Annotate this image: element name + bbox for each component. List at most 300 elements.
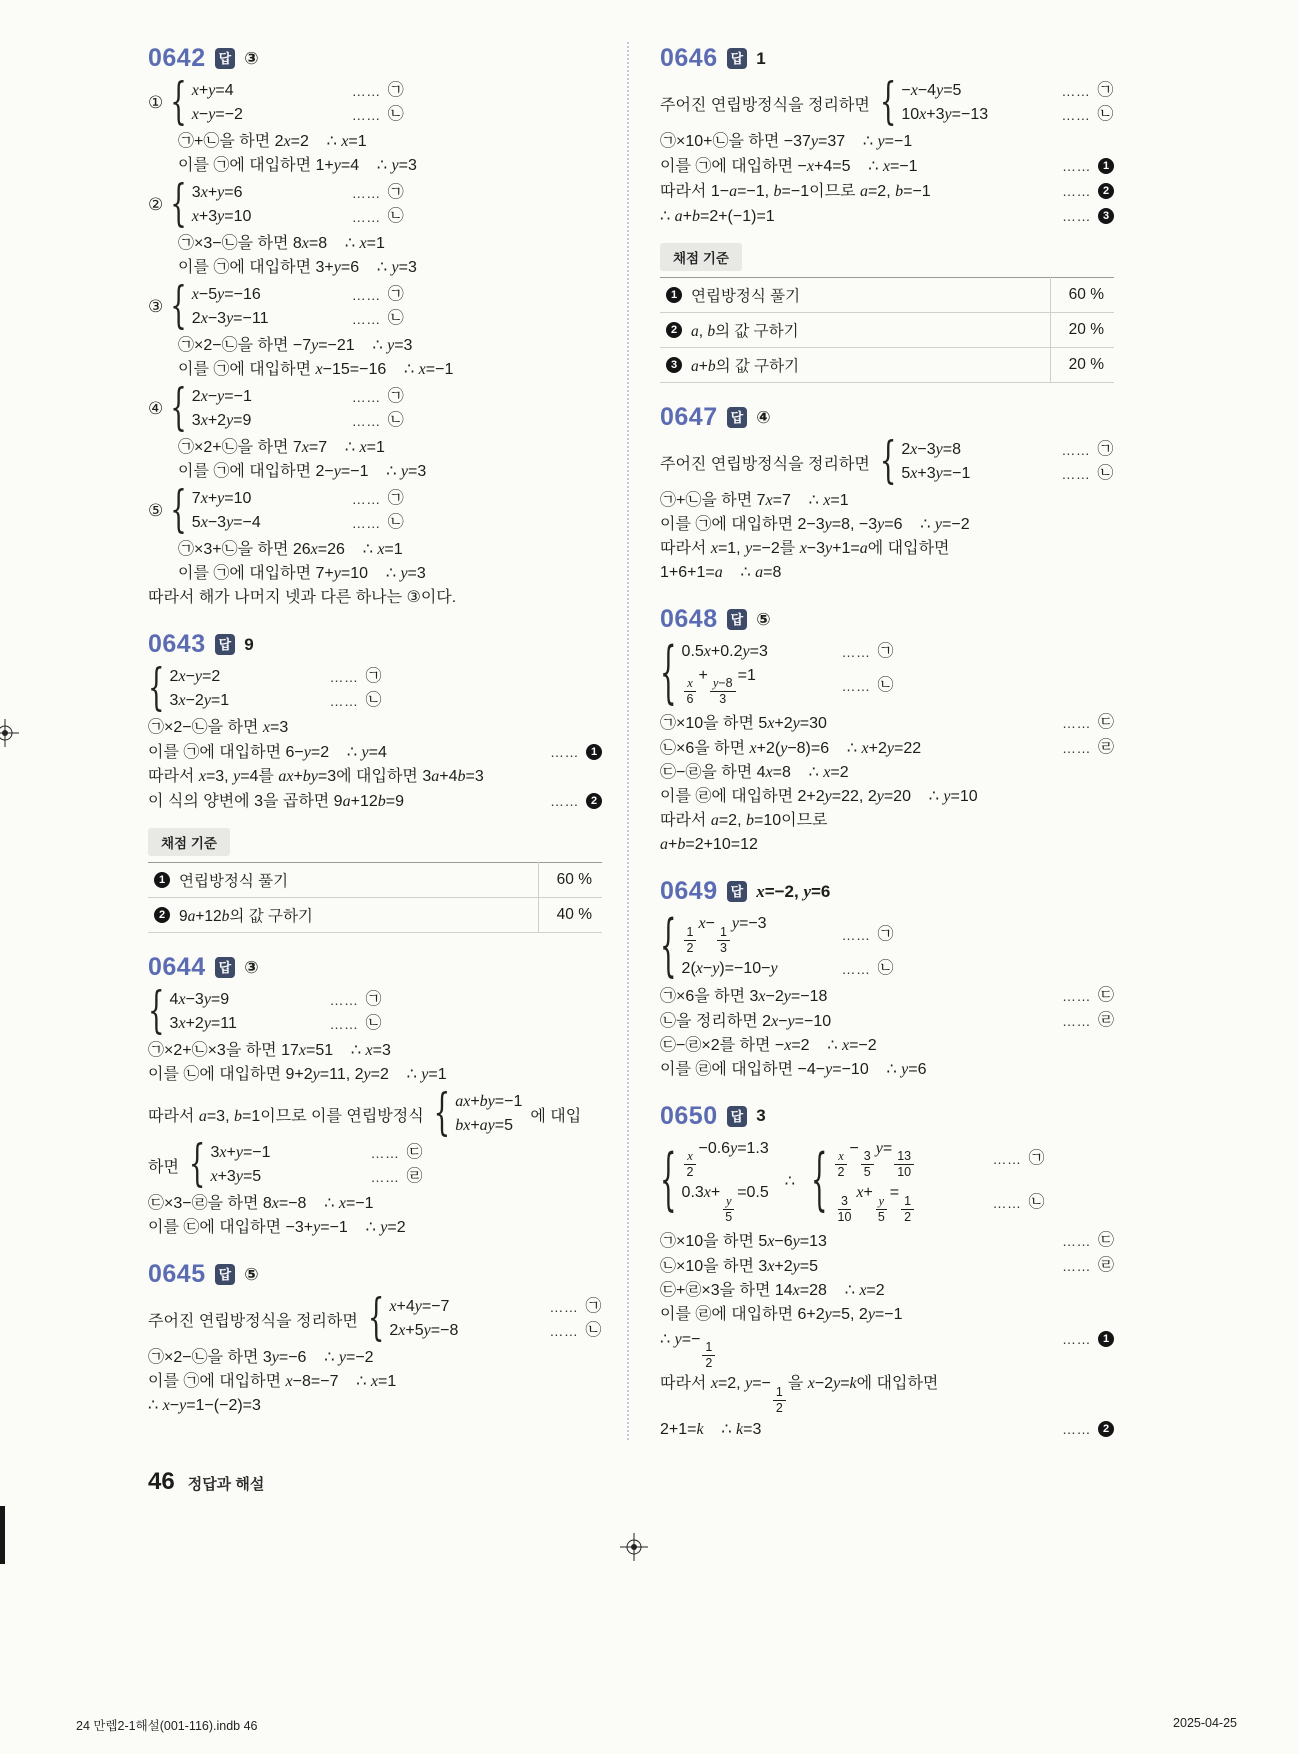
equation-tag: ㉣ bbox=[1097, 739, 1114, 757]
leader-dots: …… bbox=[1062, 1420, 1091, 1437]
leader-dots: …… bbox=[351, 491, 381, 507]
equation-system bbox=[148, 482, 602, 540]
line-marker bbox=[1052, 1009, 1114, 1033]
system-prefix: 하면 bbox=[148, 1158, 179, 1176]
leader-dots: …… bbox=[351, 83, 381, 99]
equation-system bbox=[148, 660, 602, 718]
answer-badge: 답 bbox=[215, 634, 236, 655]
brace-group bbox=[660, 1137, 769, 1226]
solution-text: 1+6+1=a ∴ a=8 bbox=[660, 564, 782, 581]
equation-column bbox=[682, 1137, 769, 1226]
solution-text: 이를 ㉣에 대입하면 2+2y=22, 2y=20 ∴ y=10 bbox=[660, 788, 978, 806]
equation-row bbox=[682, 957, 894, 981]
grading-desc-flex bbox=[666, 354, 799, 376]
leader-dots: …… bbox=[549, 1323, 579, 1339]
equation-system bbox=[660, 433, 1114, 491]
answer-value: 9 bbox=[244, 634, 254, 654]
equation-tag-wrap bbox=[352, 181, 404, 205]
line-marker bbox=[540, 789, 602, 813]
problem-number: 0644 bbox=[148, 953, 206, 981]
solution-line bbox=[660, 1229, 1114, 1254]
equation-tag-wrap bbox=[842, 640, 894, 664]
fraction bbox=[861, 1149, 874, 1180]
leader-dots: …… bbox=[351, 515, 381, 531]
grading-desc-text: 연립방정식 풀기 bbox=[691, 288, 801, 305]
solution-line bbox=[148, 716, 602, 740]
step-badge: 1 bbox=[666, 287, 682, 303]
leader-dots: …… bbox=[351, 287, 381, 303]
leader-dots: …… bbox=[1061, 442, 1091, 458]
equation-tag: ㉡ bbox=[1097, 465, 1114, 482]
answer-value: ⑤ bbox=[756, 609, 771, 629]
answer-badge: 답 bbox=[215, 1264, 236, 1285]
solution-text: ㉠×2+㉡을 하면 7x=7 ∴ x=1 bbox=[178, 439, 385, 456]
solution-text: ㉠×3+㉡을 하면 26x=26 ∴ x=1 bbox=[178, 541, 403, 558]
solution-line bbox=[148, 765, 602, 789]
equation-tag-wrap bbox=[352, 205, 404, 229]
line-marker bbox=[1052, 1229, 1114, 1253]
brace-group bbox=[367, 1290, 602, 1348]
equation-tag: ㉠ bbox=[387, 286, 404, 303]
equation-tag: ㉢ bbox=[1097, 714, 1114, 732]
solution-text: 따라서 x=2, y=− $\frac{1}{2}$ 을 x−2y=k에 대입하면 bbox=[660, 1375, 939, 1415]
leader-dots: …… bbox=[992, 1195, 1022, 1212]
problem-0649 bbox=[660, 879, 1114, 1081]
solution-text: ㉠+㉡을 하면 2x=2 ∴ x=1 bbox=[178, 133, 367, 150]
equation-row bbox=[833, 1181, 1045, 1225]
solution-text: ㉡×10을 하면 3x+2y=5 bbox=[660, 1257, 819, 1275]
equation-tag-wrap bbox=[330, 689, 382, 713]
equation: 2x−y=2 bbox=[169, 668, 221, 685]
leader-dots: …… bbox=[351, 413, 381, 429]
equation-system bbox=[660, 907, 1114, 986]
grading-desc-flex bbox=[154, 869, 288, 891]
fraction bbox=[717, 925, 730, 956]
equation: $\frac{x}{2}$ −0.6y=1.3 bbox=[682, 1137, 769, 1181]
equation-tag: ㉡ bbox=[585, 1322, 602, 1339]
equation-row bbox=[192, 487, 404, 511]
problem-0650 bbox=[660, 1101, 1114, 1442]
brace-group bbox=[660, 635, 894, 714]
solution-text: 이를 ㉠에 대입하면 2−3y=8, −3y=6 ∴ y=−2 bbox=[660, 516, 970, 533]
brace-group bbox=[433, 1085, 523, 1143]
solution-text: 이를 ㉠에 대입하면 −x+4=5 ∴ x=−1 bbox=[660, 158, 918, 175]
fraction bbox=[684, 925, 697, 956]
solution-line bbox=[660, 809, 1114, 833]
equation-system bbox=[148, 1136, 602, 1194]
fraction-numerator: y bbox=[876, 1194, 888, 1210]
equation: ax+by=−1 bbox=[455, 1093, 523, 1110]
system-prefix: 따라서 a=3, b=1이므로 이를 연립방정식 bbox=[148, 1107, 424, 1125]
grading-percent: 60 % bbox=[1050, 278, 1114, 313]
equation: 3x+y=−1 bbox=[210, 1144, 271, 1161]
grading-desc-text: 9a+12b의 값 구하기 bbox=[179, 908, 313, 925]
fraction bbox=[901, 1194, 914, 1225]
solution-text: 이를 ㉠에 대입하면 1+y=4 ∴ y=3 bbox=[178, 157, 417, 174]
leader-dots: …… bbox=[329, 1016, 359, 1032]
equation-tag-wrap bbox=[352, 511, 404, 535]
equation: 5x+3y=−1 bbox=[901, 465, 971, 482]
problem-number: 0645 bbox=[148, 1260, 206, 1288]
item-number: ④ bbox=[148, 399, 164, 418]
equation: x+3y=5 bbox=[210, 1168, 262, 1185]
answer-value: ④ bbox=[756, 407, 771, 427]
fraction-denominator: 5 bbox=[725, 1209, 733, 1224]
brace-group bbox=[811, 1137, 1045, 1226]
answer-value: ③ bbox=[244, 48, 259, 68]
grading-criteria-label: 채점 기준 bbox=[660, 243, 742, 271]
equation-system bbox=[148, 1290, 602, 1348]
solution-line bbox=[178, 154, 602, 178]
solution-text: ㉡×6을 하면 x+2(y−8)=6 ∴ x+2y=22 bbox=[660, 740, 922, 758]
item-number: ② bbox=[148, 195, 164, 214]
solution-text: 따라서 x=3, y=4를 ax+by=3에 대입하면 3a+4b=3 bbox=[148, 768, 484, 785]
problem-number: 0650 bbox=[660, 1101, 718, 1130]
solution-line bbox=[660, 1303, 1114, 1327]
equation-tag: ㉡ bbox=[877, 959, 894, 977]
solution-text: 이를 ㉠에 대입하면 x−8=−7 ∴ x=1 bbox=[148, 1373, 397, 1390]
equation-system bbox=[660, 635, 1114, 714]
solution-line bbox=[660, 984, 1114, 1009]
solution-text: 이를 ㉣에 대입하면 6+2y=5, 2y=−1 bbox=[660, 1305, 903, 1323]
fraction-denominator: 3 bbox=[719, 940, 727, 955]
step-badge: 1 bbox=[586, 744, 602, 760]
equation-row bbox=[389, 1319, 601, 1343]
equation-row bbox=[901, 438, 1113, 462]
solution-text: 이를 ㉠에 대입하면 x−15=−16 ∴ x=−1 bbox=[178, 361, 454, 378]
grading-criteria-label: 채점 기준 bbox=[148, 828, 230, 856]
equation-row bbox=[192, 181, 404, 205]
leader-dots: …… bbox=[841, 926, 871, 943]
solution-line bbox=[148, 1216, 602, 1240]
fraction bbox=[894, 1149, 914, 1180]
solution-text: ㉠+㉡을 하면 7x=7 ∴ x=1 bbox=[660, 492, 849, 509]
equation-column bbox=[170, 988, 382, 1036]
fraction-numerator: 3 bbox=[838, 1194, 851, 1210]
solution-line bbox=[148, 789, 602, 814]
equation-column bbox=[192, 283, 404, 331]
equation: 2x−y=−1 bbox=[191, 388, 252, 405]
equation-tag-wrap bbox=[352, 103, 404, 127]
fraction-numerator: 13 bbox=[894, 1149, 914, 1165]
grading-desc-flex bbox=[666, 319, 799, 341]
fraction-numerator: 1 bbox=[901, 1194, 914, 1210]
problem-header bbox=[660, 46, 1114, 71]
equation-tag: ㉡ bbox=[365, 1015, 382, 1032]
equation-row bbox=[170, 689, 382, 713]
equation-tag: ㉠ bbox=[877, 643, 894, 660]
system-prefix: 주어진 연립방정식을 정리하면 bbox=[148, 1312, 358, 1330]
print-info-left: 24 만렙2-1해설(001-116).indb 46 bbox=[76, 1719, 258, 1733]
leader-dots: …… bbox=[1061, 740, 1091, 757]
grading-desc-flex bbox=[666, 284, 800, 306]
solution-line bbox=[178, 436, 602, 460]
problem-number: 0642 bbox=[148, 44, 206, 72]
equation-tag: ㉡ bbox=[387, 106, 404, 123]
solution-line bbox=[178, 538, 602, 562]
equation: 5x−3y=−4 bbox=[191, 514, 261, 531]
problem-number: 0646 bbox=[660, 44, 718, 72]
brace-group bbox=[170, 482, 404, 540]
fraction bbox=[875, 1194, 888, 1225]
problem-0642 bbox=[148, 46, 602, 610]
solution-line bbox=[148, 1370, 602, 1394]
equation: $\frac{x}{2}$ − $\frac{3}{5}$ y= $\frac{13}{10}$ bbox=[833, 1137, 983, 1181]
answer-badge: 답 bbox=[215, 957, 236, 978]
equation: $\frac{1}{2}$ x− $\frac{1}{3}$ y=−3 bbox=[682, 912, 832, 956]
leader-dots: …… bbox=[1061, 83, 1091, 99]
fraction-denominator: 2 bbox=[775, 1400, 783, 1415]
equation-tag-wrap bbox=[370, 1165, 422, 1189]
fraction-denominator: 2 bbox=[705, 1356, 713, 1371]
equation-tag: ㉡ bbox=[365, 692, 382, 709]
left-brace: { bbox=[170, 380, 187, 438]
line-marker bbox=[540, 740, 602, 764]
problem-header bbox=[148, 955, 602, 980]
equation-tag-wrap bbox=[549, 1319, 601, 1343]
equation-column bbox=[682, 640, 894, 708]
equation-row bbox=[833, 1137, 1045, 1181]
equation-column bbox=[170, 665, 382, 713]
fraction bbox=[710, 676, 736, 707]
equation-tag: ㉠ bbox=[387, 82, 404, 99]
equation-tag-wrap bbox=[842, 923, 894, 947]
equation-tag: ㉢ bbox=[1097, 1231, 1114, 1249]
fraction-numerator: 1 bbox=[773, 1385, 786, 1401]
fraction-denominator: 6 bbox=[686, 692, 694, 707]
fraction-numerator: 1 bbox=[702, 1340, 715, 1356]
equation-tag: ㉡ bbox=[387, 208, 404, 225]
equation-tag-wrap bbox=[352, 79, 404, 103]
page-number: 46 bbox=[148, 1468, 175, 1495]
problem-0644 bbox=[148, 955, 602, 1240]
leader-dots: …… bbox=[1061, 1232, 1091, 1249]
leader-dots: …… bbox=[1061, 1012, 1091, 1029]
equation-column bbox=[210, 1141, 422, 1189]
equation-tag: ㉠ bbox=[365, 668, 382, 685]
solution-line bbox=[660, 785, 1114, 809]
leader-dots: …… bbox=[351, 209, 381, 225]
fraction-numerator: 1 bbox=[717, 925, 730, 941]
leader-dots: …… bbox=[1062, 1330, 1091, 1347]
leader-dots: …… bbox=[1061, 1257, 1091, 1274]
equation: 3x+2y=11 bbox=[169, 1015, 237, 1032]
solution-line bbox=[178, 460, 602, 484]
solution-text: 이를 ㉠에 대입하면 6−y=2 ∴ y=4 bbox=[148, 744, 387, 761]
solution-text: 따라서 a=2, b=10이므로 bbox=[660, 812, 828, 830]
fraction bbox=[835, 1149, 848, 1180]
solution-line bbox=[148, 1039, 602, 1063]
solution-line bbox=[660, 513, 1114, 537]
problem-header bbox=[148, 632, 602, 657]
grading-desc-text: 연립방정식 풀기 bbox=[179, 873, 289, 890]
equation: 0.3x+ $\frac{y}{5}$ =0.5 bbox=[681, 1184, 769, 1224]
equation-column bbox=[192, 181, 404, 229]
equation-row bbox=[192, 283, 404, 307]
solution-line bbox=[660, 1058, 1114, 1082]
leader-dots: …… bbox=[351, 185, 381, 201]
fraction-denominator: 2 bbox=[686, 940, 694, 955]
registration-mark-left bbox=[0, 719, 19, 747]
print-info-right: 2025-04-25 bbox=[1173, 1716, 1237, 1730]
solution-text: ㉠×10을 하면 5x−6y=13 bbox=[660, 1232, 827, 1250]
equation: $\frac{3}{10}$ x+ $\frac{y}{5}$ = $\frac{1}{2}$ bbox=[833, 1181, 983, 1225]
grading-criteria bbox=[148, 828, 602, 933]
left-brace: { bbox=[148, 660, 165, 718]
fraction-denominator: 10 bbox=[897, 1165, 912, 1180]
step-badge: 2 bbox=[666, 322, 682, 338]
print-info bbox=[0, 1716, 1299, 1734]
equation-tag-wrap bbox=[549, 1295, 601, 1319]
grading-row bbox=[148, 898, 602, 933]
problem-header bbox=[660, 607, 1114, 632]
equation-row bbox=[170, 665, 382, 689]
footer-label: 정답과 해설 bbox=[187, 1476, 265, 1493]
equation: 7x+y=10 bbox=[191, 490, 252, 507]
equation-tag: ㉣ bbox=[1097, 1011, 1114, 1029]
column-right bbox=[660, 46, 1114, 1464]
left-brace: { bbox=[170, 74, 187, 132]
brace-group bbox=[148, 983, 382, 1041]
solution-text: 따라서 해가 나머지 넷과 다른 하나는 ③이다. bbox=[148, 589, 457, 606]
equation-tag: ㉡ bbox=[1097, 106, 1114, 123]
fraction-numerator: 1 bbox=[684, 925, 697, 941]
solution-text: ㉠×2−㉡을 하면 x=3 bbox=[148, 719, 289, 736]
equation-row bbox=[455, 1090, 522, 1114]
item-number: ① bbox=[148, 93, 164, 112]
equation-tag: ㉡ bbox=[877, 677, 894, 695]
therefore-symbol: ∴ bbox=[784, 1173, 795, 1191]
equation-tag: ㉡ bbox=[387, 412, 404, 429]
brace-group bbox=[170, 176, 404, 234]
leader-dots: …… bbox=[1061, 987, 1091, 1004]
solution-text: ∴ a+b=2+(−1)=1 bbox=[660, 208, 775, 225]
equation-row bbox=[901, 79, 1113, 103]
system-prefix: 주어진 연립방정식을 정리하면 bbox=[660, 96, 870, 114]
grading-row bbox=[660, 278, 1114, 313]
solution-line bbox=[178, 256, 602, 280]
step-badge: 3 bbox=[666, 357, 682, 373]
left-brace: { bbox=[433, 1085, 451, 1143]
step-badge: 1 bbox=[1098, 158, 1114, 174]
equation-system bbox=[148, 74, 602, 132]
equation: 2x−3y=8 bbox=[901, 441, 961, 458]
equation-tag: ㉠ bbox=[877, 925, 894, 943]
equation-tag-wrap bbox=[842, 674, 894, 698]
equation-system bbox=[148, 176, 602, 234]
equation-tag: ㉠ bbox=[585, 1298, 602, 1315]
equation: −x−4y=5 bbox=[901, 82, 962, 99]
leader-dots: …… bbox=[1061, 466, 1091, 482]
equation-tag: ㉠ bbox=[1097, 441, 1114, 458]
equation-tag: ㉡ bbox=[387, 514, 404, 531]
equation-column bbox=[192, 79, 404, 127]
problem-number: 0649 bbox=[660, 877, 718, 906]
fraction-denominator: 2 bbox=[686, 1165, 694, 1180]
problem-0648 bbox=[660, 607, 1114, 857]
equation-tag: ㉠ bbox=[387, 184, 404, 201]
equation-tag: ㉠ bbox=[387, 388, 404, 405]
leader-dots: …… bbox=[550, 744, 579, 760]
line-marker bbox=[1052, 1417, 1114, 1441]
equation-column bbox=[192, 487, 404, 535]
equation-column bbox=[455, 1090, 522, 1138]
equation: $\frac{x}{6}$ + $\frac{y-8}{3}$ =1 bbox=[682, 664, 832, 708]
equation: x+4y=−7 bbox=[389, 1298, 450, 1315]
equation-column bbox=[901, 438, 1113, 486]
solution-line bbox=[660, 1254, 1114, 1279]
line-marker bbox=[1052, 711, 1114, 735]
equation-tag-wrap bbox=[352, 307, 404, 331]
answer-badge: 답 bbox=[727, 881, 748, 902]
answer-badge: 답 bbox=[727, 609, 748, 630]
equation-system bbox=[148, 1085, 602, 1143]
brace-group bbox=[170, 74, 404, 132]
grading-desc-flex bbox=[154, 904, 313, 926]
line-marker bbox=[1052, 1254, 1114, 1278]
equation-tag-wrap bbox=[993, 1147, 1045, 1171]
solution-text: ㉢+㉣×3을 하면 14x=28 ∴ x=2 bbox=[660, 1281, 885, 1299]
equation-tag-wrap bbox=[352, 409, 404, 433]
equation-row bbox=[192, 205, 404, 229]
solution-line bbox=[660, 1327, 1114, 1372]
bleed-bar bbox=[0, 1506, 5, 1564]
item-number: ③ bbox=[148, 297, 164, 316]
left-brace: { bbox=[879, 74, 897, 132]
solution-line bbox=[148, 1192, 602, 1216]
solution-text: ㉠×10+㉡을 하면 −37y=37 ∴ y=−1 bbox=[660, 133, 913, 150]
problem-0646 bbox=[660, 46, 1114, 383]
leader-dots: …… bbox=[841, 678, 871, 695]
solution-line bbox=[660, 154, 1114, 179]
left-brace: { bbox=[660, 907, 677, 986]
left-brace: { bbox=[879, 433, 897, 491]
fraction-denominator: 5 bbox=[877, 1209, 885, 1224]
leader-dots: …… bbox=[351, 389, 381, 405]
grading-desc bbox=[660, 278, 1050, 313]
step-badge: 1 bbox=[1098, 1331, 1114, 1347]
fraction bbox=[835, 1194, 855, 1225]
problem-header bbox=[148, 46, 602, 71]
fraction-denominator: 2 bbox=[837, 1165, 845, 1180]
solution-line bbox=[148, 1063, 602, 1087]
equation: 2(x−y)=−10−y bbox=[681, 959, 778, 977]
left-brace: { bbox=[367, 1290, 385, 1348]
left-brace: { bbox=[148, 983, 165, 1041]
solution-line bbox=[148, 586, 602, 610]
equation-tag-wrap bbox=[1061, 462, 1113, 486]
grading-criteria bbox=[660, 243, 1114, 383]
grading-row bbox=[660, 313, 1114, 348]
grading-desc-text: a+b의 값 구하기 bbox=[691, 358, 800, 375]
solution-line bbox=[660, 204, 1114, 229]
step-badge: 2 bbox=[1098, 183, 1114, 199]
equation-row bbox=[170, 988, 382, 1012]
solution-text: ㉠×2−㉡을 하면 3y=−6 ∴ y=−2 bbox=[148, 1349, 374, 1366]
left-brace: { bbox=[170, 176, 187, 234]
double-equation-system bbox=[660, 1137, 1114, 1226]
left-brace: { bbox=[810, 1142, 828, 1221]
leader-dots: …… bbox=[1061, 715, 1091, 732]
grading-percent: 20 % bbox=[1050, 313, 1114, 348]
equation-row bbox=[192, 79, 404, 103]
equation-tag-wrap bbox=[330, 1012, 382, 1036]
equation-tag-wrap bbox=[1061, 438, 1113, 462]
problem-header bbox=[660, 1101, 1114, 1130]
fraction bbox=[684, 1149, 697, 1180]
problem-0647 bbox=[660, 405, 1114, 585]
equation: 2x−3y=−11 bbox=[191, 310, 269, 327]
